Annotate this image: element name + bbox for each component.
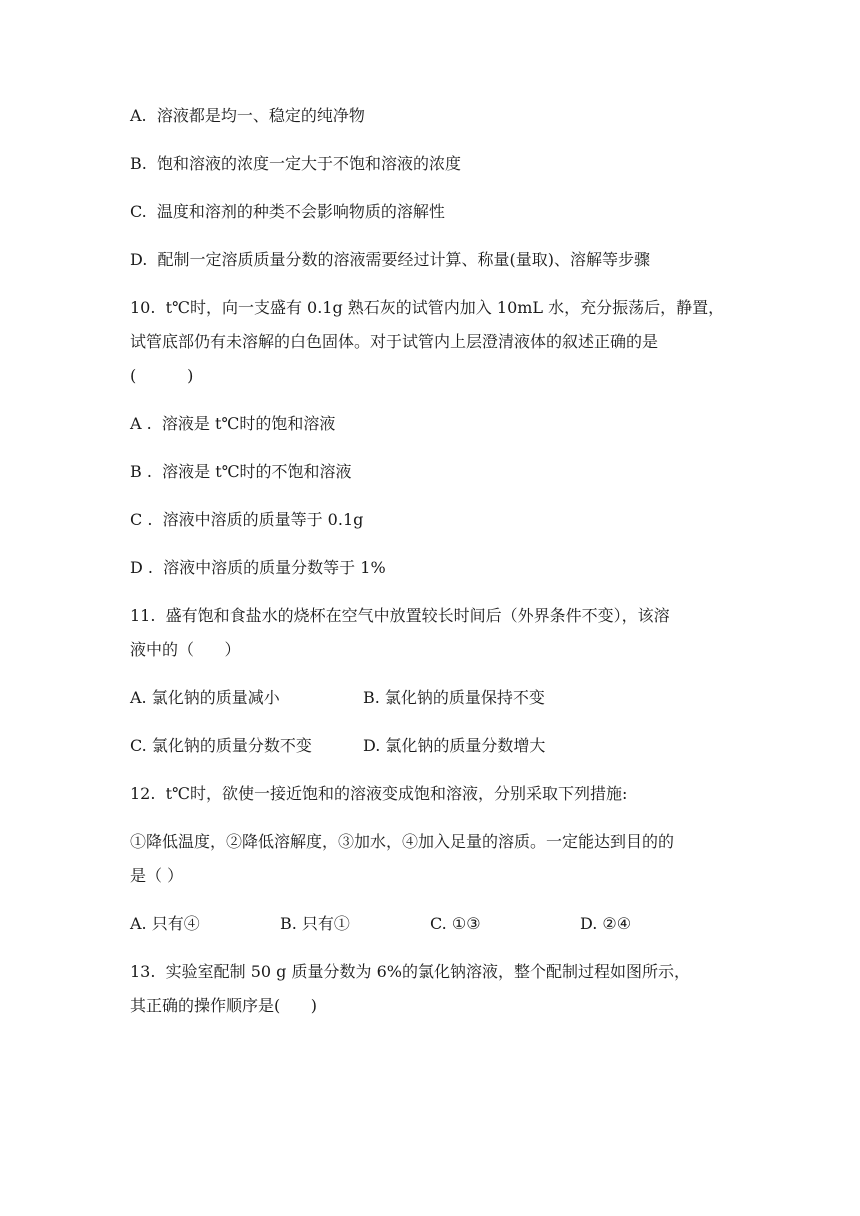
q13-stem-line1: 13. 实验室配制 50 g 质量分数为 6%的氯化钠溶液，整个配制过程如图所示，	[130, 962, 690, 981]
q9-option-a: A. 溶液都是均一、稳定的纯净物	[130, 106, 365, 125]
q10-stem-line1: 10. t℃时，向一支盛有 0.1g 熟石灰的试管内加入 10mL 水，充分振荡后，静置，	[130, 298, 725, 317]
q11-option-a: A. 氯化钠的质量减小	[130, 688, 280, 707]
q9-option-c: C. 温度和溶剂的种类不会影响物质的溶解性	[130, 202, 445, 221]
q11-option-c: C. 氯化钠的质量分数不变	[130, 736, 312, 755]
q9-option-d: D. 配制一定溶质质量分数的溶液需要经过计算、称量(量取)、溶解等步骤	[130, 250, 651, 269]
q12-option-a: A. 只有④	[130, 914, 200, 933]
q10-option-a: A . 溶液是 t℃时的饱和溶液	[130, 414, 336, 433]
q10-stem-line3: ( )	[130, 366, 194, 385]
q11-option-d: D. 氯化钠的质量分数增大	[363, 736, 546, 755]
q9-option-b: B. 饱和溶液的浓度一定大于不饱和溶液的浓度	[130, 154, 462, 173]
q12-stem-line3: 是（ ）	[130, 866, 184, 885]
q13-stem-line2: 其正确的操作顺序是( )	[130, 996, 318, 1015]
q11-option-b: B. 氯化钠的质量保持不变	[363, 688, 545, 707]
q10-stem-line2: 试管底部仍有未溶解的白色固体。对于试管内上层澄清液体的叙述正确的是	[130, 332, 659, 351]
q12-option-d: D. ②④	[580, 914, 632, 933]
q11-stem-line2: 液中的（ ）	[130, 640, 241, 659]
q12-option-b: B. 只有①	[280, 914, 350, 933]
q12-stem-line2: ①降低温度，②降低溶解度，③加水，④加入足量的溶质。一定能达到目的的	[130, 832, 675, 851]
q10-option-c: C . 溶液中溶质的质量等于 0.1g	[130, 510, 364, 529]
q10-option-d: D . 溶液中溶质的质量分数等于 1%	[130, 558, 386, 577]
q11-stem-line1: 11. 盛有饱和食盐水的烧杯在空气中放置较长时间后（外界条件不变），该溶	[130, 606, 670, 625]
q12-stem-line1: 12. t℃时，欲使一接近饱和的溶液变成饱和溶液，分别采取下列措施:	[130, 784, 628, 803]
q10-option-b: B . 溶液是 t℃时的不饱和溶液	[130, 462, 352, 481]
q12-option-c: C. ①③	[430, 914, 481, 933]
